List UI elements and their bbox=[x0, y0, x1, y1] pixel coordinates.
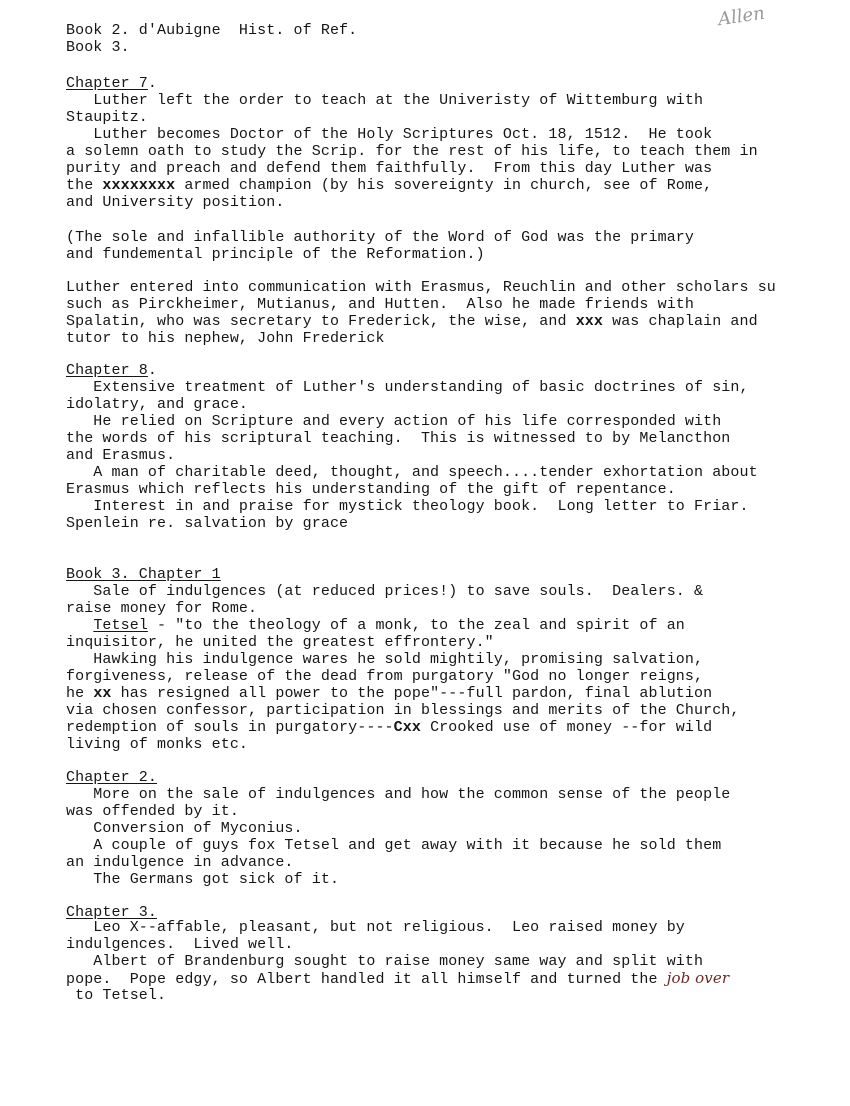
text-line: redemption of souls in purgatory----Cxx Crooked use of money --for wild bbox=[66, 719, 713, 736]
struck-out-text: xxx bbox=[575, 313, 603, 330]
text-line: idolatry, and grace. bbox=[66, 396, 249, 413]
text-line: indulgences. Lived well. bbox=[66, 936, 294, 953]
chapter-2-heading: Chapter 2. bbox=[66, 769, 158, 786]
text-line: Sale of indulgences (at reduced prices!) to save souls. Dealers. & bbox=[66, 583, 704, 600]
text-line: purity and preach and defend them faithfully. From this day Luther was bbox=[66, 160, 713, 177]
text-line: an indulgence in advance. bbox=[66, 854, 294, 871]
struck-out-text: xxxxxxxx bbox=[102, 177, 176, 194]
text-line: Luther entered into communication with Erasmus, Reuchlin and other scholars su bbox=[66, 279, 776, 296]
text-line: a solemn oath to study the Scrip. for the rest of his life, to teach them in bbox=[66, 143, 758, 160]
text-line: Albert of Brandenburg sought to raise money same way and split with bbox=[66, 953, 704, 970]
handwritten-annotation: Allen bbox=[716, 2, 766, 31]
text-line: and University position. bbox=[66, 194, 285, 211]
text-line: tutor to his nephew, John Frederick bbox=[66, 330, 385, 347]
text-line: Extensive treatment of Luther's understanding of basic doctrines of sin, bbox=[66, 379, 749, 396]
text-line: Tetsel - "to the theology of a monk, to the zeal and spirit of an bbox=[93, 617, 685, 634]
text-line: Hawking his indulgence wares he sold mightily, promising salvation, bbox=[66, 651, 704, 668]
book-3-chapter-1-heading: Book 3. Chapter 1 bbox=[66, 566, 221, 583]
text-line: The Germans got sick of it. bbox=[66, 871, 340, 888]
chapter-3-heading: Chapter 3. bbox=[66, 904, 158, 921]
text-line: Conversion of Myconius. bbox=[66, 820, 303, 837]
text-line: More on the sale of indulgences and how the common sense of the people bbox=[66, 786, 731, 803]
text-line: the words of his scriptural teaching. This is witnessed to by Melancthon bbox=[66, 430, 731, 447]
text-line: A couple of guys fox Tetsel and get away with it because he sold them bbox=[66, 837, 722, 854]
text-line: living of monks etc. bbox=[66, 736, 249, 753]
text-line: Luther left the order to teach at the Univeristy of Wittemburg with bbox=[66, 92, 704, 109]
text-line: (The sole and infallible authority of the Word of God was the primary bbox=[66, 229, 695, 246]
text-line: via chosen confessor, participation in blessings and merits of the Church, bbox=[66, 702, 740, 719]
text-line: he xx has resigned all power to the pope"---full pardon, final ablution bbox=[66, 685, 713, 702]
text-line: A man of charitable deed, thought, and speech....tender exhortation about bbox=[66, 464, 758, 481]
handwritten-insertion: job over bbox=[666, 969, 730, 987]
text-line: inquisitor, he united the greatest effrontery." bbox=[66, 634, 494, 651]
text-line: such as Pirckheimer, Mutianus, and Hutten. Also he made friends with bbox=[66, 296, 695, 313]
chapter-8-heading: Chapter 8. bbox=[66, 362, 158, 379]
text-line: pope. Pope edgy, so Albert handled it all himself and turned the job over bbox=[66, 969, 730, 988]
text-line: to Tetsel. bbox=[66, 987, 167, 1004]
text-line: Spenlein re. salvation by grace bbox=[66, 515, 349, 532]
text-line: forgiveness, release of the dead from purgatory "God no longer reigns, bbox=[66, 668, 704, 685]
struck-out-text: Cxx bbox=[393, 719, 421, 736]
text-line: Spalatin, who was secretary to Frederick, the wise, and xxx was chaplain and bbox=[66, 313, 758, 330]
text-line: the xxxxxxxx armed champion (by his sovereignty in church, see of Rome, bbox=[66, 177, 713, 194]
text-line: raise money for Rome. bbox=[66, 600, 258, 617]
chapter-7-heading: Chapter 7. bbox=[66, 75, 158, 92]
text-line: and fundemental principle of the Reformation.) bbox=[66, 246, 485, 263]
struck-out-text: xx bbox=[93, 685, 112, 702]
text-line: He relied on Scripture and every action of his life corresponded with bbox=[66, 413, 722, 430]
text-line: Leo X--affable, pleasant, but not religious. Leo raised money by bbox=[66, 919, 685, 936]
text-line: was offended by it. bbox=[66, 803, 239, 820]
header-line-1: Book 2. d'Aubigne Hist. of Ref. bbox=[66, 22, 358, 39]
text-line: Interest in and praise for mystick theology book. Long letter to Friar. bbox=[66, 498, 749, 515]
text-line: Erasmus which reflects his understanding of the gift of repentance. bbox=[66, 481, 676, 498]
text-line: Luther becomes Doctor of the Holy Scriptures Oct. 18, 1512. He took bbox=[66, 126, 713, 143]
text-line: and Erasmus. bbox=[66, 447, 176, 464]
text-line: Staupitz. bbox=[66, 109, 148, 126]
header-line-2: Book 3. bbox=[66, 39, 130, 56]
